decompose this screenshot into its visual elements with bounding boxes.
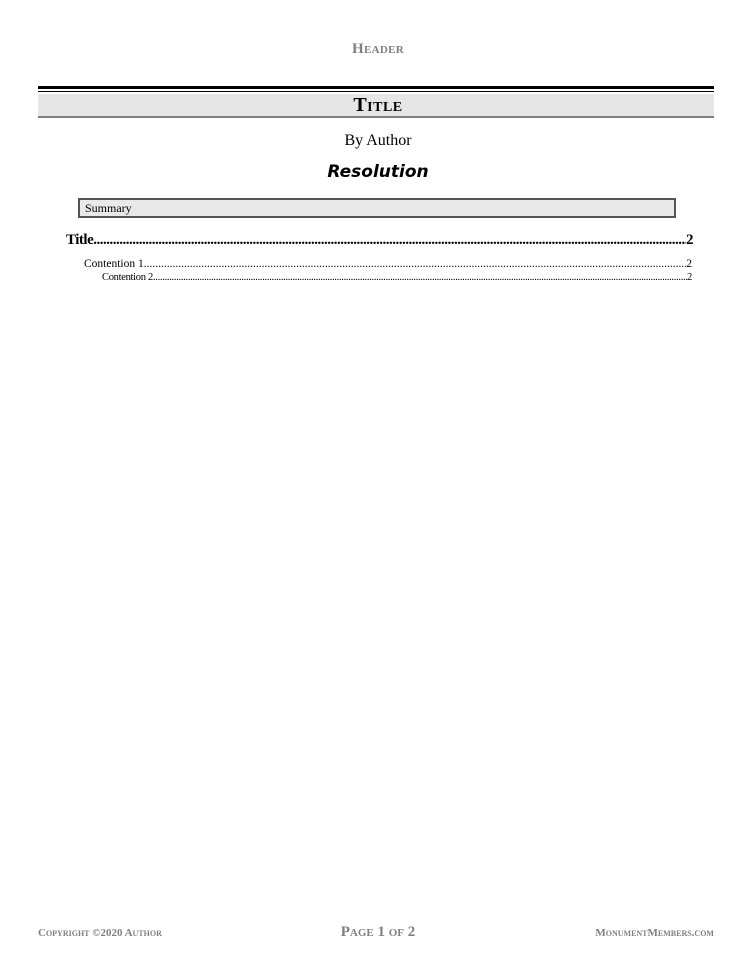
toc-entry-page: 2 xyxy=(687,272,692,283)
author-byline: By Author xyxy=(344,132,412,149)
toc-dot-leader xyxy=(153,271,687,284)
footer-page-number: Page 1 of 2 xyxy=(340,924,416,940)
footer-copyright: Copyright ©2020 Author xyxy=(38,927,162,939)
resolution-heading: Resolution xyxy=(327,162,429,182)
summary-box[interactable] xyxy=(78,198,676,218)
toc-entry-label: Contention 2 xyxy=(102,272,153,283)
summary-label: Summary xyxy=(85,201,132,215)
toc-entry-label: Title xyxy=(66,232,94,248)
toc-entry-contention-2[interactable] xyxy=(102,271,692,284)
footer-site-link[interactable]: MonumentMembers.com xyxy=(595,927,714,939)
toc-entry-label: Contention 1 xyxy=(84,258,144,270)
toc-entry-contention-1[interactable] xyxy=(84,257,692,271)
toc-entry-title[interactable] xyxy=(66,231,693,249)
document-title: Title xyxy=(353,94,403,116)
toc-dot-leader xyxy=(93,231,686,249)
toc-entry-page: 2 xyxy=(686,232,693,248)
toc-dot-leader xyxy=(144,257,687,271)
page-header: Header xyxy=(352,41,404,57)
toc-entry-page: 2 xyxy=(686,258,692,270)
